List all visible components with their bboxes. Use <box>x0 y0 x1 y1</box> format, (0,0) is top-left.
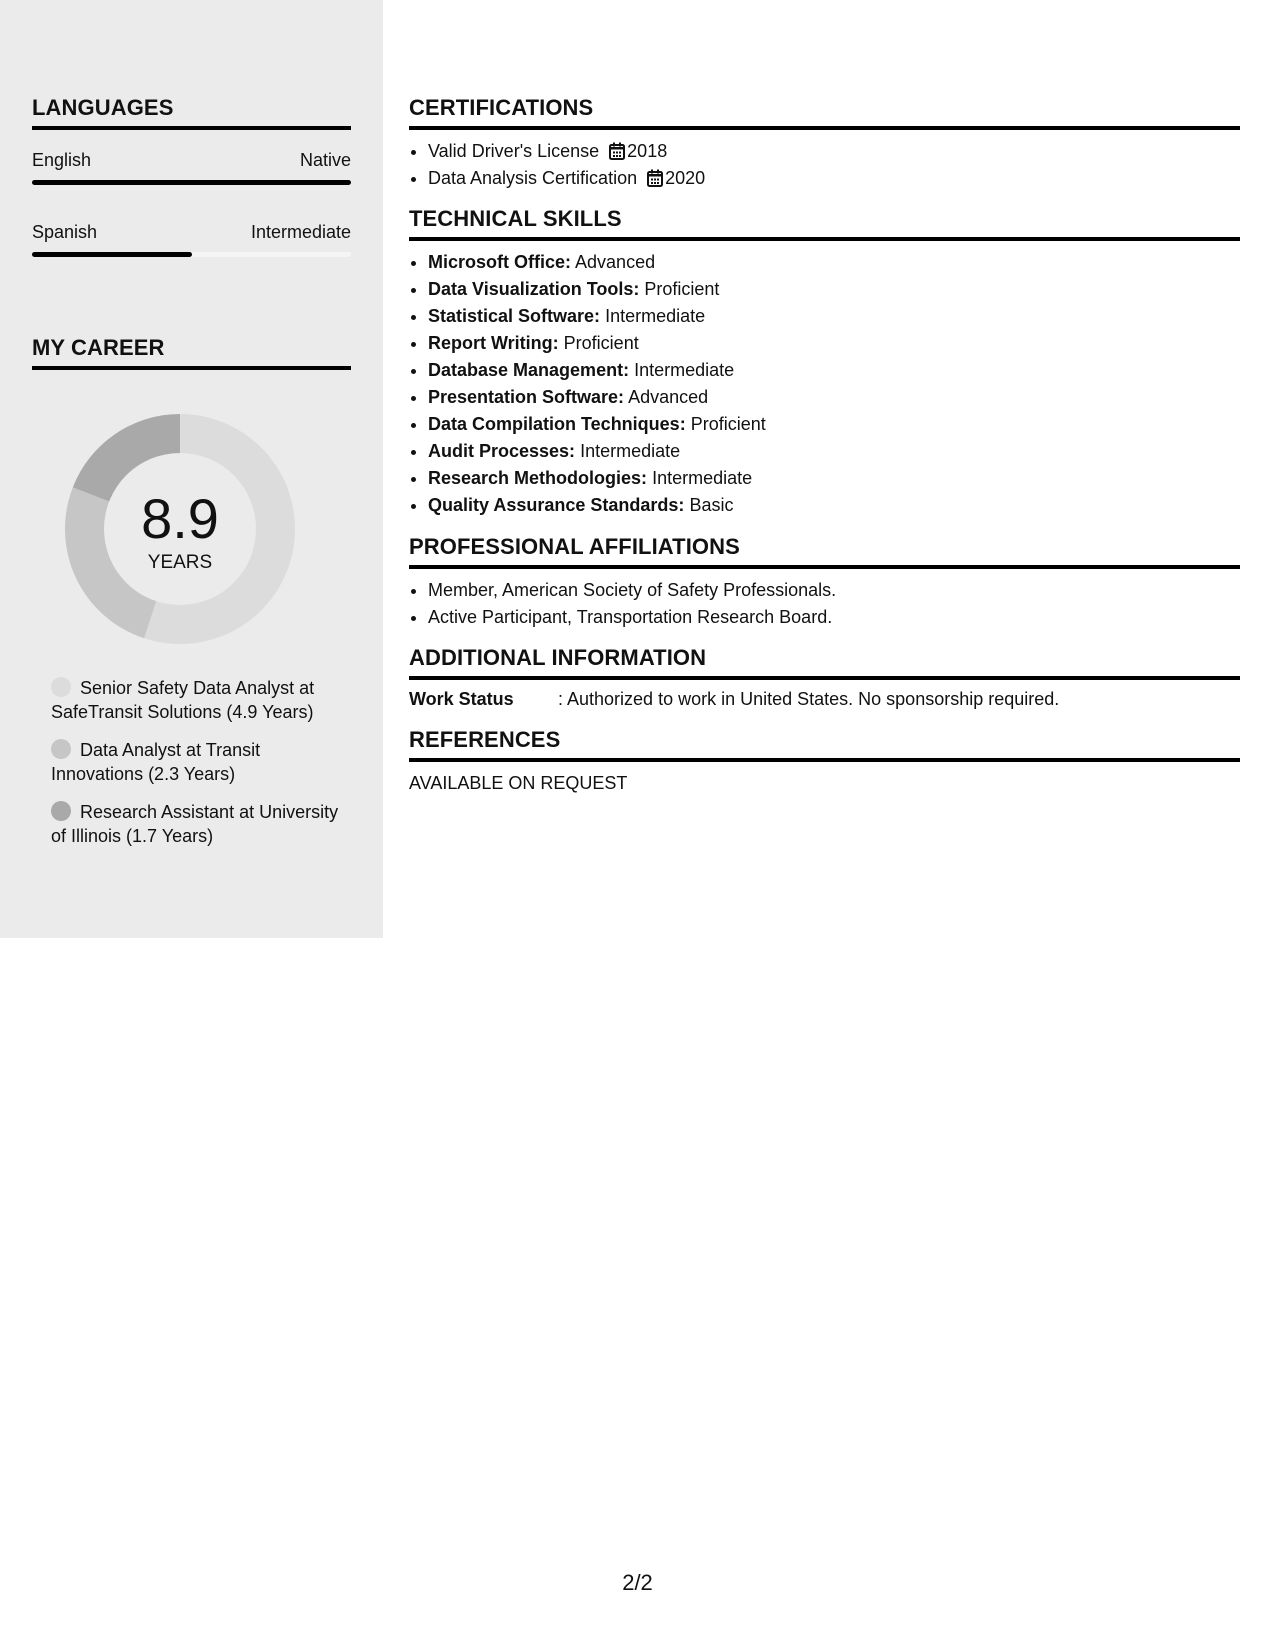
references-section <box>409 727 1240 795</box>
certifications-section <box>409 95 1240 192</box>
skill-level: Intermediate <box>605 306 706 326</box>
language-name: Spanish <box>32 222 98 242</box>
skill-name: Quality Assurance Standards: <box>428 495 685 515</box>
career-legend-item <box>51 800 351 848</box>
language-item-spanish <box>32 221 351 257</box>
references-title: REFERENCES <box>409 727 1240 762</box>
skill-name: Audit Processes: <box>428 441 576 461</box>
affiliations-title: PROFESSIONAL AFFILIATIONS <box>409 534 1240 569</box>
work-status-row <box>409 687 1240 711</box>
skill-item <box>428 411 1240 438</box>
language-item-english <box>32 149 351 185</box>
legend-dot <box>51 739 71 759</box>
technical-skills-section <box>409 206 1240 519</box>
certification-name: Data Analysis Certification <box>428 168 638 188</box>
skill-item <box>428 384 1240 411</box>
career-section <box>32 335 351 370</box>
skill-name: Data Visualization Tools: <box>428 279 640 299</box>
certification-item <box>428 138 1240 165</box>
career-legend-label: Data Analyst at Transit Innovations (2.3 Years) <box>51 740 261 784</box>
technical-skills-title: TECHNICAL SKILLS <box>409 206 1240 241</box>
languages-section <box>32 95 351 257</box>
skill-item <box>428 276 1240 303</box>
skill-name: Data Compilation Techniques: <box>428 414 686 434</box>
calendar-icon <box>609 142 625 160</box>
legend-dot <box>51 677 71 697</box>
skill-level: Advanced <box>575 252 656 272</box>
language-level: Intermediate <box>250 222 351 242</box>
career-donut-chart <box>65 414 295 644</box>
skill-item <box>428 492 1240 519</box>
skill-name: Database Management: <box>428 360 630 380</box>
work-status-value: : Authorized to work in United States. No sponsorship required. <box>558 689 1060 709</box>
skill-level: Proficient <box>563 333 639 353</box>
career-legend-item <box>51 738 351 786</box>
skill-item <box>428 438 1240 465</box>
certification-year: 2018 <box>627 141 668 161</box>
language-bar <box>32 180 351 185</box>
career-title: MY CAREER <box>32 335 351 370</box>
skill-item <box>428 303 1240 330</box>
skill-level: Intermediate <box>634 360 735 380</box>
work-status-label: Work Status <box>409 689 514 709</box>
skill-name: Research Methodologies: <box>428 468 648 488</box>
skill-level: Intermediate <box>652 468 753 488</box>
page-number: 2/2 <box>622 1570 653 1595</box>
career-legend-label: Senior Safety Data Analyst at SafeTransit Solutions (4.9 Years) <box>51 678 315 722</box>
calendar-icon <box>647 169 663 187</box>
languages-title: LANGUAGES <box>32 95 351 130</box>
sidebar <box>0 0 383 938</box>
skill-item <box>428 330 1240 357</box>
references-text: AVAILABLE ON REQUEST <box>409 773 628 793</box>
certifications-title: CERTIFICATIONS <box>409 95 1240 130</box>
skill-name: Statistical Software: <box>428 306 601 326</box>
affiliations-section <box>409 534 1240 631</box>
additional-info-title: ADDITIONAL INFORMATION <box>409 645 1240 680</box>
affiliation-item: • Member, American Society of Safety Professionals. <box>428 577 1240 604</box>
skill-item <box>428 465 1240 492</box>
skill-name: Report Writing: <box>428 333 559 353</box>
language-bar-fill <box>32 252 192 257</box>
certification-year: 2020 <box>665 168 706 188</box>
certification-item <box>428 165 1240 192</box>
skill-level: Proficient <box>644 279 720 299</box>
skill-level: Proficient <box>690 414 766 434</box>
career-unit: YEARS <box>147 552 213 573</box>
skill-level: Advanced <box>628 387 709 407</box>
certification-name: Valid Driver's License <box>428 141 600 161</box>
language-level: Native <box>299 150 351 170</box>
legend-dot <box>51 801 71 821</box>
skill-level: Intermediate <box>580 441 681 461</box>
affiliation-item: • Active Participant, Transportation Research Board. <box>428 604 1240 631</box>
career-legend-item <box>51 676 351 724</box>
skill-level: Basic <box>689 495 734 515</box>
career-total: 8.9 <box>141 487 219 550</box>
language-bar <box>32 252 351 257</box>
skill-item <box>428 357 1240 384</box>
skill-item <box>428 249 1240 276</box>
language-name: English <box>32 150 92 170</box>
skill-name: Presentation Software: <box>428 387 625 407</box>
career-legend-label: Research Assistant at University of Illinois (1.7 Years) <box>51 802 339 846</box>
skill-name: Microsoft Office: <box>428 252 572 272</box>
language-bar-fill <box>32 180 351 185</box>
additional-info-section <box>409 645 1240 711</box>
